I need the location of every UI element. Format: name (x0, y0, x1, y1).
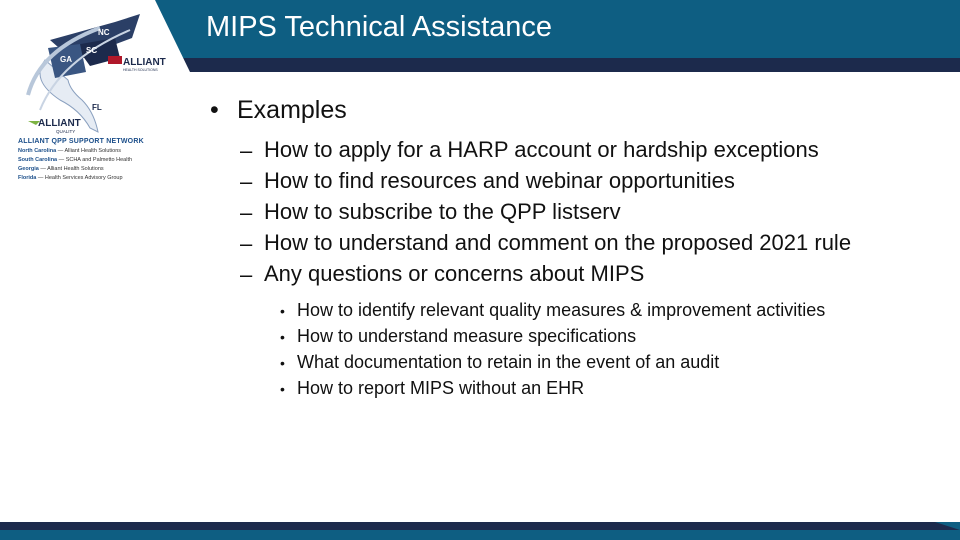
bullet-level3 (210, 298, 950, 324)
brand-mid: ALLIANT (38, 118, 81, 129)
bullet-marker: • (280, 355, 285, 371)
state-label-ga: GA (60, 55, 72, 64)
bullet-marker: • (280, 303, 285, 319)
bullet-level3 (210, 324, 950, 350)
footer-accent-band (0, 522, 960, 530)
bullet-level2 (210, 259, 950, 290)
slide-body (210, 96, 950, 402)
network-line: North Carolina — Alliant Health Solutions (18, 148, 122, 154)
sub-bullet-list (210, 298, 950, 402)
dash-marker: – (240, 200, 253, 225)
bullet-marker: • (210, 96, 219, 124)
bullet-text: How to understand measure specifications (297, 326, 637, 346)
bullet-text: How to report MIPS without an EHR (297, 378, 585, 398)
dash-marker: – (240, 262, 253, 287)
bullet-level2 (210, 135, 950, 166)
bullet-text: How to find resources and webinar opportunities (264, 168, 735, 193)
bullet-level2 (210, 166, 950, 197)
brand-top-sub: HEALTH SOLUTIONS (123, 68, 158, 72)
network-line: Florida — Health Services Advisory Group (18, 175, 123, 181)
bullet-marker: • (280, 329, 285, 345)
network-title: ALLIANT QPP SUPPORT NETWORK (18, 138, 144, 145)
bullet-text: How to apply for a HARP account or hardship exceptions (264, 137, 819, 162)
slide-title: MIPS Technical Assistance (206, 11, 553, 43)
alliant-flag-icon (108, 56, 122, 64)
bullet-text: Examples (237, 96, 347, 124)
alliant-quality-logo (26, 113, 92, 135)
bullet-level2 (210, 197, 950, 228)
bullet-level2 (210, 228, 950, 259)
dash-marker: – (240, 138, 253, 163)
brand-top: ALLIANT (123, 57, 166, 68)
bullet-marker: • (280, 381, 285, 397)
dash-marker: – (240, 231, 253, 256)
bullet-text: Any questions or concerns about MIPS (264, 261, 645, 286)
bullet-text: How to understand and comment on the proposed 2021 rule (264, 230, 852, 255)
brand-mid-sub: QUALITY (56, 129, 76, 134)
bullet-level1 (210, 96, 950, 125)
support-network-box (18, 138, 148, 181)
bullet-level3 (210, 350, 950, 376)
network-line: South Carolina — SCHA and Palmetto Health (18, 157, 133, 163)
bullet-text: What documentation to retain in the event of an audit (297, 352, 720, 372)
bullet-text: How to subscribe to the QPP listserv (264, 199, 621, 224)
bullet-text: How to identify relevant quality measures & improvement activities (297, 300, 826, 320)
bullet-level3 (210, 376, 950, 402)
state-label-sc: SC (86, 46, 98, 55)
dash-marker: – (240, 169, 253, 194)
network-line: Georgia — Alliant Health Solutions (18, 166, 104, 172)
state-label-nc: NC (98, 28, 110, 37)
state-label-fl: FL (92, 103, 102, 112)
